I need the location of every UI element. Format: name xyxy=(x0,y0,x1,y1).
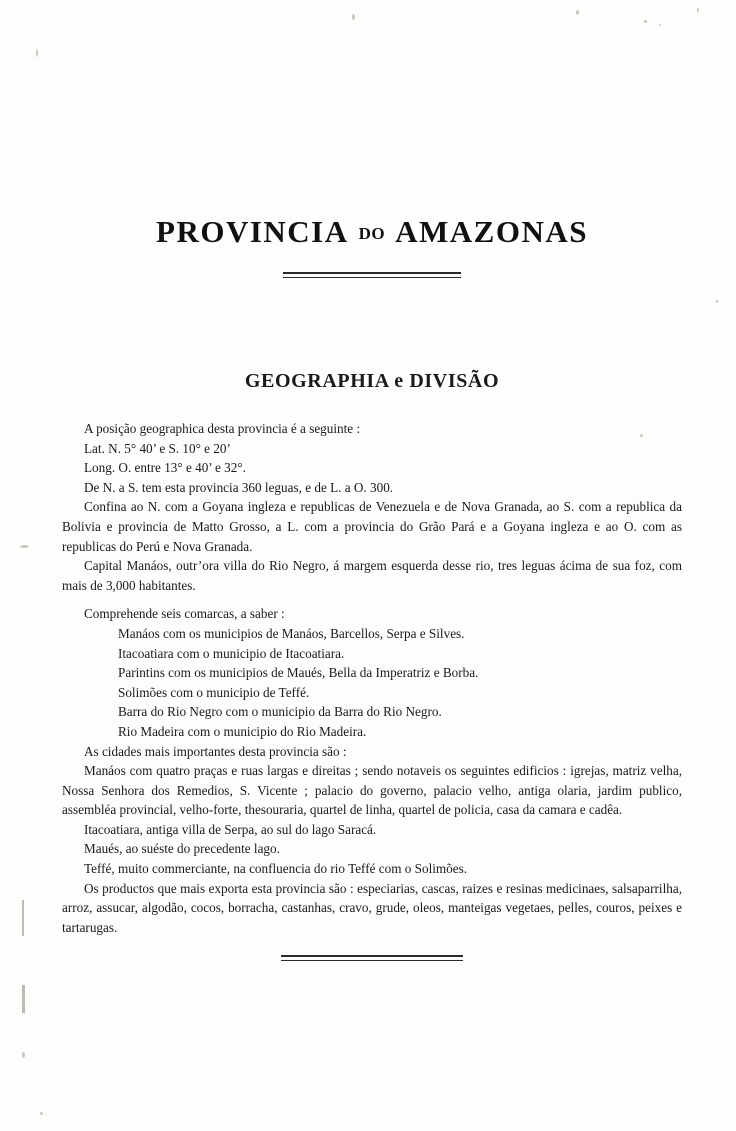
page-edge-mark xyxy=(22,985,25,1013)
page-title xyxy=(62,0,682,250)
paragraph-maues: Maués, ao suéste do precedente lago. xyxy=(84,841,280,857)
footer-divider xyxy=(281,955,463,961)
comarcas-list xyxy=(62,624,682,742)
list-item: Parintins com os municipios de Maués, Bella da Imperatriz e Borba. xyxy=(118,665,479,681)
scan-speck xyxy=(22,1052,25,1058)
paragraph-teffe: Teffé, muito commerciante, na confluencia do rio Teffé com o Solimões. xyxy=(84,861,468,877)
paragraph: Lat. N. 5° 40’ e S. 10° e 20’ xyxy=(84,440,231,456)
scan-speck xyxy=(20,545,29,548)
paragraph: De N. a S. tem esta provincia 360 leguas, e de L. a O. 300. xyxy=(84,479,394,495)
document-content xyxy=(62,0,682,961)
body-text xyxy=(62,419,682,937)
title-part-provincia: PROVINCIA xyxy=(156,214,349,249)
scan-speck xyxy=(697,8,699,12)
paragraph-cidades-intro: As cidades mais importantes desta provincia são : xyxy=(84,743,347,759)
title-part-amazonas: AMAZONAS xyxy=(395,214,588,249)
section-heading: GEOGRAPHIA e DIVISÃO xyxy=(244,370,500,392)
paragraph-itacoatiara: Itacoatiara, antiga villa de Serpa, ao sul do lago Saracá. xyxy=(84,821,377,837)
paragraph-manaos: Manáos com quatro praças e ruas largas e direitas ; sendo notaveis os seguintes edificios : igrejas, matriz velha, Nossa Senhora dos Remedios, S. Vicente ; palacio do governo, palacio velho, antiga olaria, jardim publico, assembléa provincial, velho-forte, thesouraria, quartel de linha, quartel de policia, casa da camara e cadêa. xyxy=(62,763,682,818)
list-item: Itacoatiara com o municipio de Itacoatiara. xyxy=(118,645,345,661)
paragraph: A posição geographica desta provincia é a seguinte : xyxy=(84,421,361,436)
list-item: Solimões com o municipio de Teffé. xyxy=(118,684,310,700)
title-part-do: DO xyxy=(358,224,386,243)
page-edge-mark xyxy=(22,900,24,936)
paragraph: Confina ao N. com a Goyana ingleza e republicas de Venezuela e de Nova Granada, ao S. com a republica da Bolivia e provincia de Matto Grosso, a L. com a provincia do Grão Pará e a Goyana ingleza e ao O. com as republicas do Perú e Nova Granada. xyxy=(62,499,682,554)
list-item: Rio Madeira com o municipio do Rio Madeira. xyxy=(118,723,367,739)
scan-speck xyxy=(40,1112,43,1115)
paragraph-productos: Os productos que mais exporta esta provincia são : especiarias, cascas, raizes e resinas medicinaes, salsaparrilha, arroz, assucar, algodão, cocos, borracha, castanhas, cravo, grude, oleos, manteigas vegetaes, pelles, couros, peixes e tartarugas. xyxy=(62,880,682,935)
paragraph-comarcas-intro: Comprehende seis comarcas, a saber : xyxy=(84,606,285,622)
list-item: Manáos com os municipios de Manáos, Barcellos, Serpa e Silves. xyxy=(118,625,465,641)
paragraph: Long. O. entre 13° e 40’ e 32°. xyxy=(84,460,246,476)
list-item: Barra do Rio Negro com o municipio da Barra do Rio Negro. xyxy=(118,704,442,720)
paragraph-capital: Capital Manáos, outr’ora villa do Rio Negro, á margem esquerda desse rio, tres leguas ácima de sua foz, com mais de 3,000 habitantes. xyxy=(62,558,682,593)
scan-speck xyxy=(716,300,718,303)
scan-speck xyxy=(36,49,38,57)
